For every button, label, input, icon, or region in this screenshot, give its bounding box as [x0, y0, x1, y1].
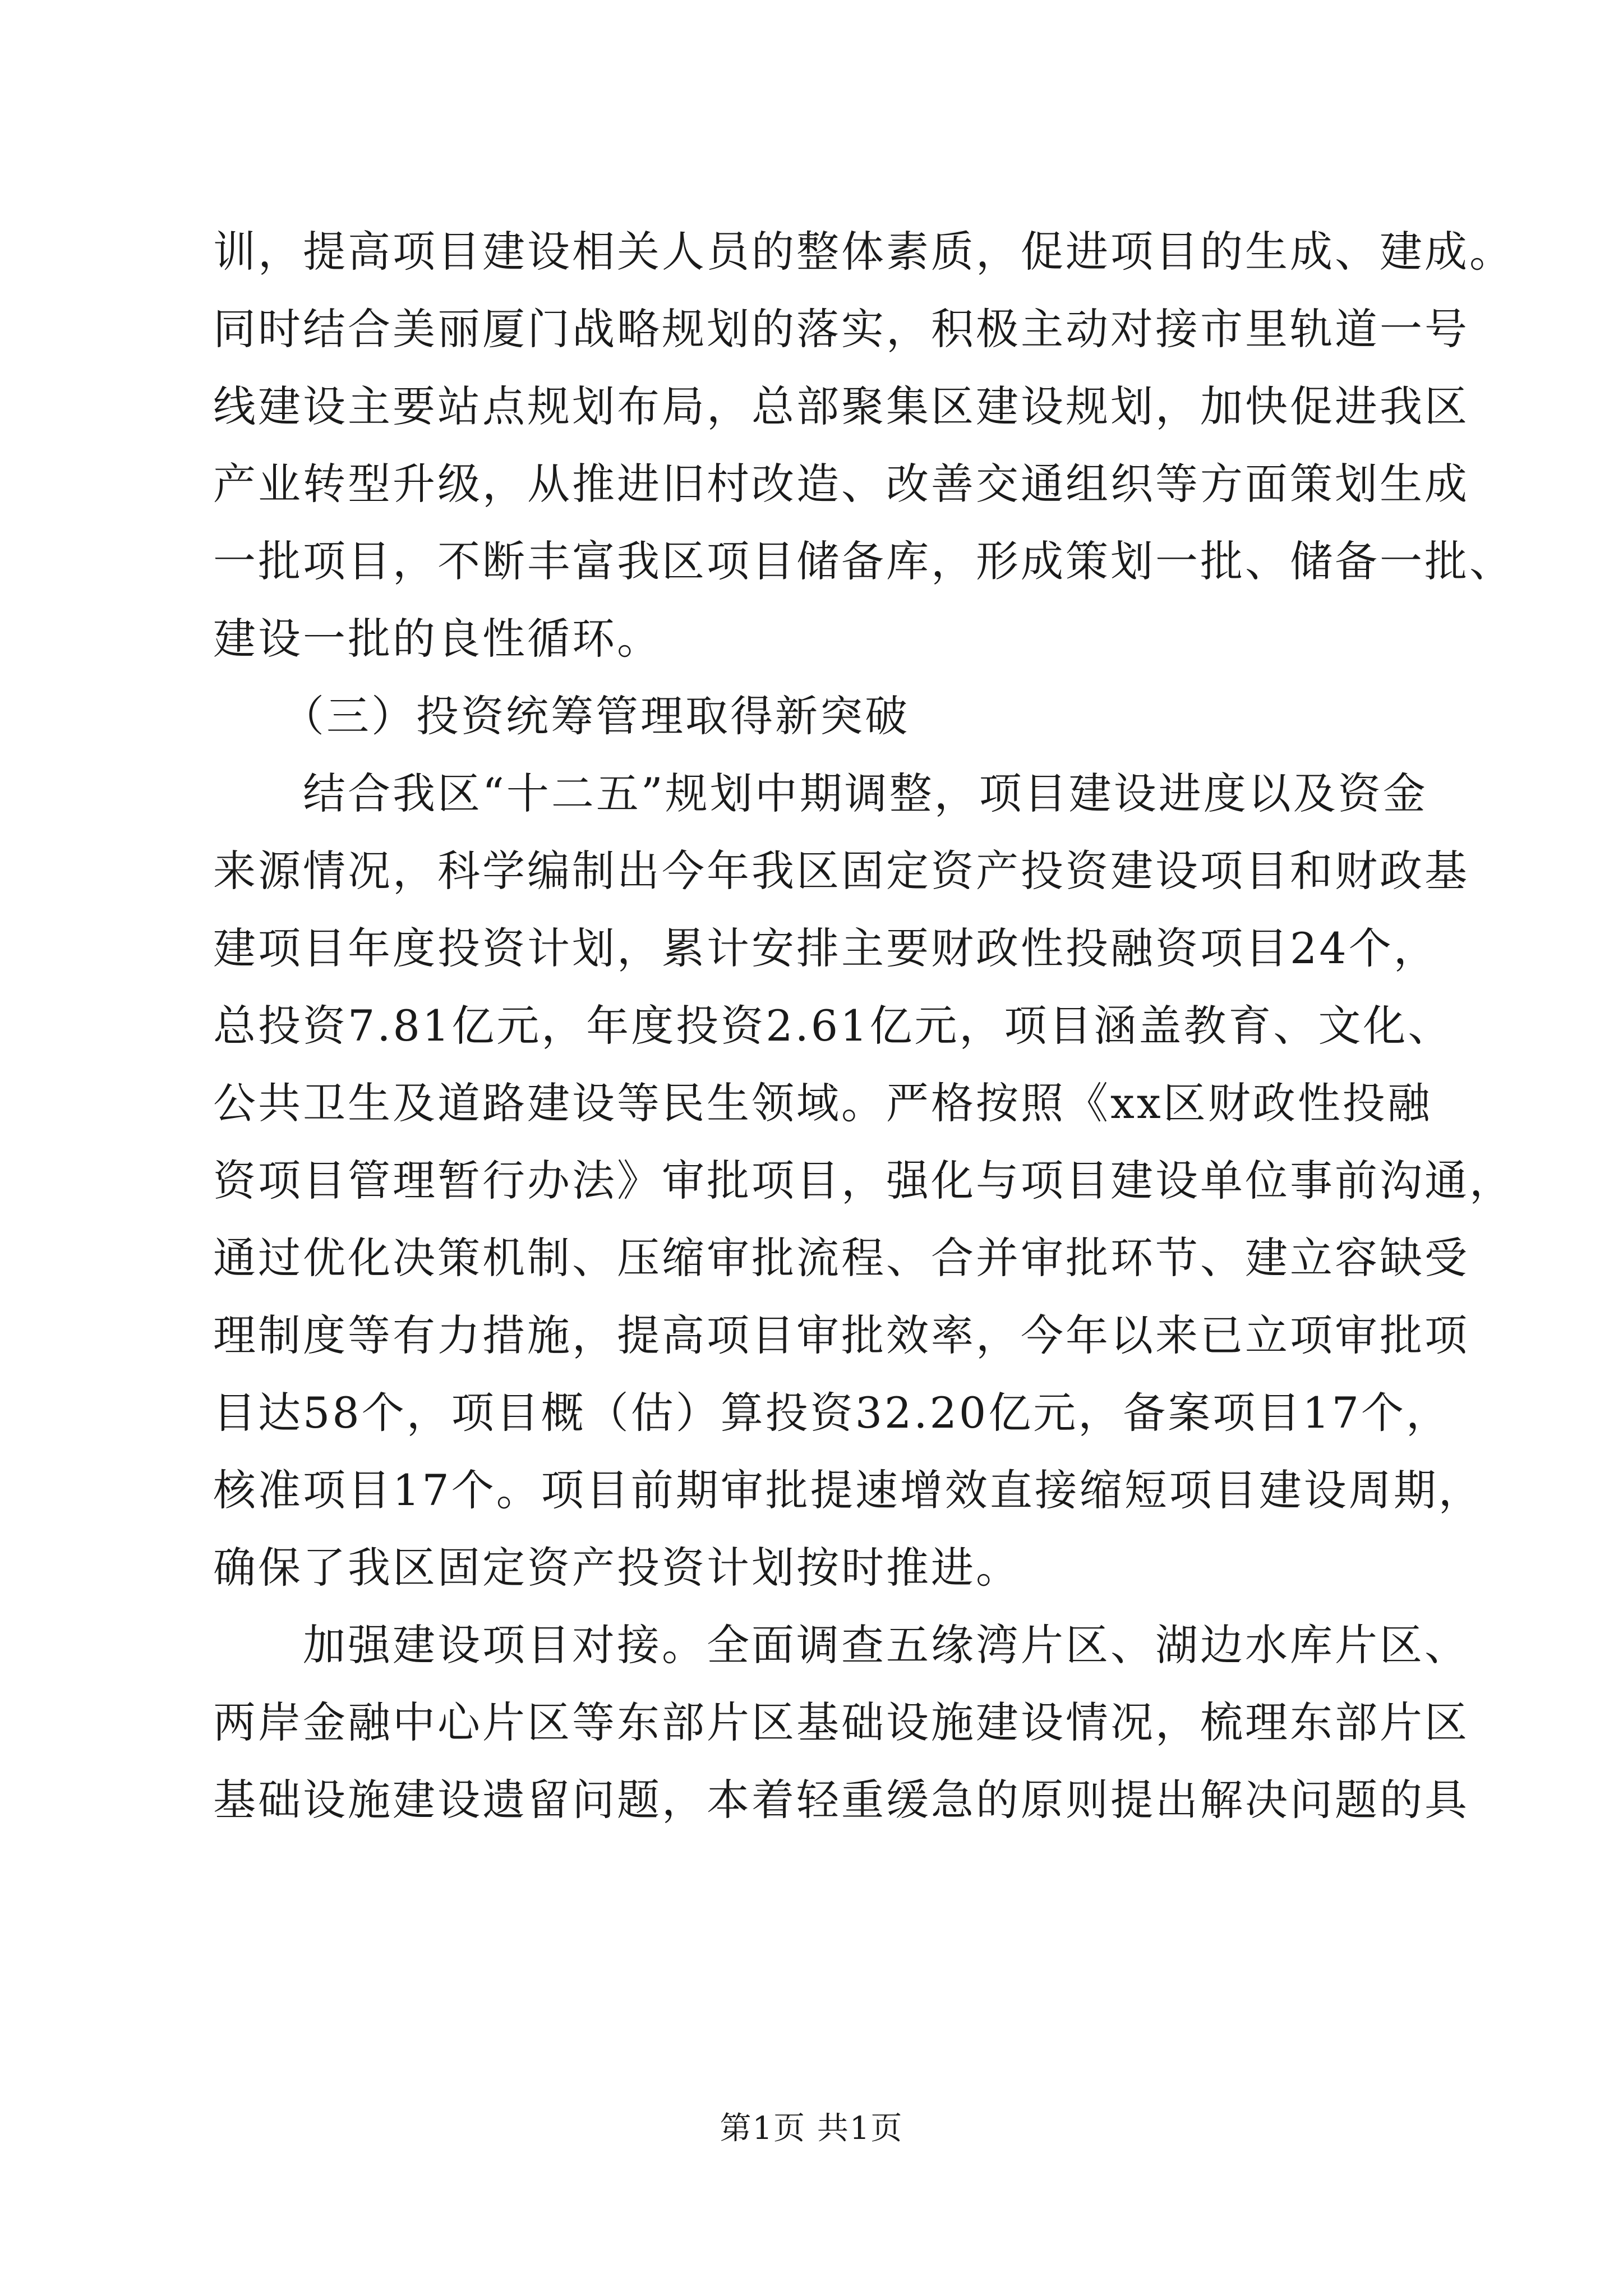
body-text — [213, 213, 1514, 1839]
text-line: 线建设主要站点规划布局，总部聚集区建设规划，加快促进我区 — [213, 381, 1469, 431]
text-line: 理制度等有力措施，提高项目审批效率，今年以来已立项审批项 — [213, 1310, 1469, 1360]
text-line: 建设一批的良性循环。 — [213, 614, 662, 664]
section-heading: （三）投资统筹管理取得新突破 — [213, 691, 910, 741]
text-line: 来源情况，科学编制出今年我区固定资产投资建设项目和财政基 — [213, 846, 1469, 896]
text-line: 目达58个，项目概（估）算投资32.20亿元，备案项目17个， — [213, 1388, 1451, 1438]
text-line: 通过优化决策机制、压缩审批流程、合并审批环节、建立容缺受 — [213, 1233, 1469, 1283]
text-line: 一批项目，不断丰富我区项目储备库，形成策划一批、储备一批、 — [213, 536, 1514, 586]
text-line: 训，提高项目建设相关人员的整体素质，促进项目的生成、建成。 — [213, 227, 1514, 277]
page-footer: 第1页 共1页 — [720, 2110, 903, 2147]
text-line: 同时结合美丽厦门战略规划的落实，积极主动对接市里轨道一号 — [213, 304, 1469, 354]
text-line: 资项目管理暂行办法》审批项目，强化与项目建设单位事前沟通， — [213, 1156, 1514, 1205]
text-line: 基础设施建设遗留问题，本着轻重缓急的原则提出解决问题的具 — [213, 1775, 1469, 1825]
text-line: 核准项目17个。项目前期审批提速增效直接缩短项目建设周期， — [213, 1465, 1483, 1515]
text-line: 公共卫生及道路建设等民生领域。严格按照《xx区财政性投融 — [213, 1078, 1432, 1128]
text-line: 建项目年度投资计划，累计安排主要财政性投融资项目24个， — [213, 923, 1438, 973]
text-line: 结合我区“十二五”规划中期调整，项目建设进度以及资金 — [213, 769, 1428, 818]
text-line: 确保了我区固定资产投资计划按时推进。 — [213, 1543, 1021, 1593]
text-line: 两岸金融中心片区等东部片区基础设施建设情况，梳理东部片区 — [213, 1697, 1469, 1747]
text-line: 加强建设项目对接。全面调查五缘湾片区、湖边水库片区、 — [213, 1620, 1469, 1670]
text-line: 产业转型升级，从推进旧村改造、改善交通组织等方面策划生成 — [213, 459, 1469, 509]
text-line: 总投资7.81亿元，年度投资2.61亿元，项目涵盖教育、文化、 — [213, 1001, 1453, 1051]
